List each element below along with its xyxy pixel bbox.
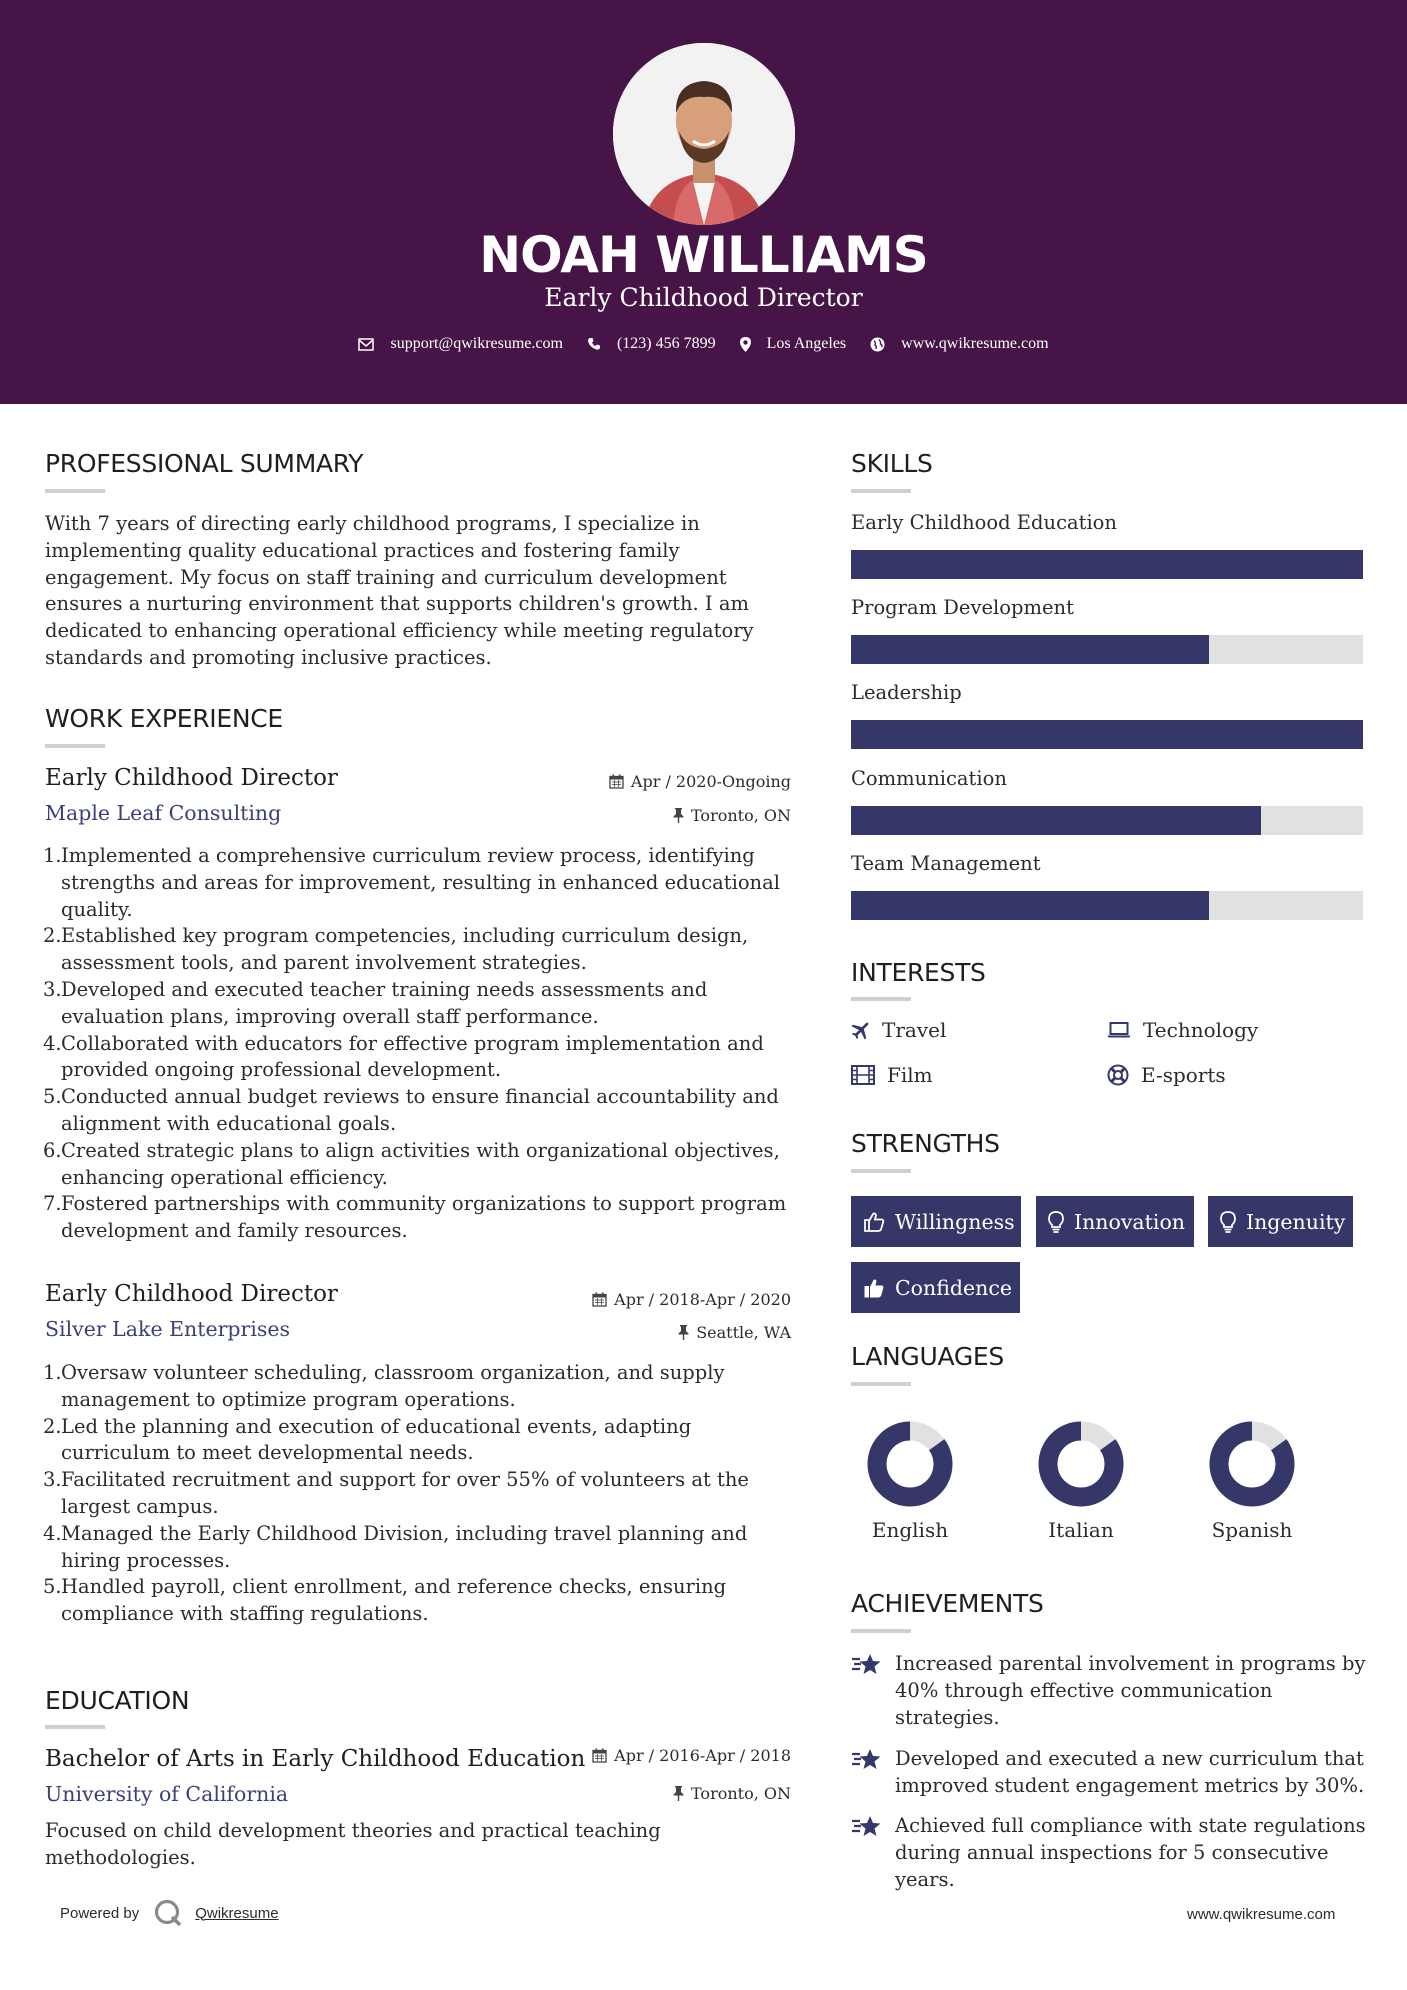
job-2-location-text: Seattle, WA (696, 1323, 791, 1342)
summary-rule (45, 489, 105, 493)
candidate-name: NOAH WILLIAMS (479, 226, 928, 284)
list-item: 1. Implemented a comprehensive curriculum review process, identifying strengths and areas for improvement, resulting in enhanced educational quality. (43, 844, 780, 921)
list-item: 5. Conducted annual budget reviews to ensure financial accountability and alignment with educational goals. (43, 1085, 779, 1135)
strength-label: Ingenuity (1246, 1209, 1346, 1234)
education-rule (45, 1725, 105, 1729)
contact-email[interactable] (358, 335, 562, 353)
skill-label: Early Childhood Education (851, 511, 1117, 534)
map-pin-icon (740, 337, 751, 352)
contact-website[interactable] (870, 335, 1048, 353)
skill-bar (851, 550, 1363, 579)
profile-photo (613, 43, 795, 225)
star-achievement-icon (851, 1747, 883, 1773)
education-date-text: Apr / 2016-Apr / 2018 (614, 1746, 791, 1765)
strengths-rule (851, 1169, 911, 1173)
language-italian (1006, 1420, 1156, 1542)
contact-row (0, 335, 1407, 353)
profile-photo-image (613, 43, 795, 225)
phone-icon (587, 337, 601, 351)
interest-label: Film (887, 1063, 933, 1087)
interest-label: E-sports (1141, 1063, 1226, 1087)
job-1-title: Early Childhood Director (45, 765, 338, 791)
interest-film (851, 1063, 933, 1087)
achievement-text: Increased parental involvement in programs by 40% through effective communication strategies. (895, 1652, 1366, 1729)
education-location (560, 1784, 791, 1803)
strength-label: Confidence (895, 1275, 1012, 1300)
list-item: 2. Led the planning and execution of educational events, adapting curriculum to meet developmental needs. (43, 1414, 692, 1465)
pushpin-icon (678, 1325, 689, 1340)
strength-label: Willingness (895, 1209, 1015, 1234)
strength-badge (851, 1262, 1020, 1313)
language-label: Spanish (1211, 1518, 1293, 1542)
qwikresume-logo-icon (153, 1898, 183, 1928)
education-date (560, 1746, 791, 1765)
education-school: University of California (45, 1782, 289, 1806)
list-item: 5. Handled payroll, client enrollment, and reference checks, ensuring compliance with staffing regulations. (43, 1575, 727, 1626)
language-donut (866, 1420, 954, 1508)
skill-label: Communication (851, 767, 1007, 790)
list-item: 4. Collaborated with educators for effective program implementation and provided ongoing professional development. (43, 1031, 764, 1082)
skill-bar-fill (851, 891, 1209, 920)
calendar-icon (592, 1292, 607, 1307)
film-icon (851, 1065, 875, 1085)
language-donut (1037, 1420, 1125, 1508)
education-location-text: Toronto, ON (691, 1784, 791, 1803)
list-item: 3. Facilitated recruitment and support for over 55% of volunteers at the largest campus. (43, 1468, 749, 1518)
achievement-text: Developed and executed a new curriculum that improved student engagement metrics by 30%. (895, 1747, 1365, 1797)
job-1-location-text: Toronto, ON (691, 806, 791, 825)
interest-technology (1107, 1018, 1258, 1042)
star-achievement-icon (851, 1814, 883, 1840)
experience-heading: WORK EXPERIENCE (45, 704, 283, 733)
job-2-company: Silver Lake Enterprises (45, 1317, 291, 1341)
globe-icon (870, 337, 885, 352)
interest-esports (1107, 1063, 1226, 1087)
education-degree: Bachelor of Arts in Early Childhood Education (45, 1746, 586, 1772)
qwikresume-link[interactable]: Qwikresume (195, 1904, 279, 1922)
achievements-heading: ACHIEVEMENTS (851, 1589, 1044, 1618)
achievement-text: Achieved full compliance with state regulations during annual inspections for 5 consecutive years. (895, 1814, 1366, 1891)
interest-label: Technology (1143, 1018, 1259, 1042)
interest-travel (851, 1018, 946, 1042)
lightbulb-icon (1048, 1211, 1064, 1233)
language-label: English (871, 1518, 949, 1542)
contact-location (740, 335, 847, 353)
skills-heading: SKILLS (851, 449, 933, 478)
calendar-icon (592, 1748, 607, 1763)
strength-badge (1036, 1196, 1194, 1247)
list-item: 3. Developed and executed teacher training needs assessments and evaluation plans, improving overall staff performance. (43, 977, 708, 1028)
skill-bar-fill (851, 806, 1261, 835)
skill-label: Program Development (851, 596, 1074, 619)
lightbulb-icon (1220, 1211, 1236, 1233)
job-2-date-text: Apr / 2018-Apr / 2020 (614, 1290, 791, 1309)
summary-text: With 7 years of directing early childhood programs, I specialize in implementing quality educational practices and fostering family engagement. My focus on staff training and curriculum development ensures a nurturing environment that supports children's growth. I am dedicated to enhancing operational efficiency while meeting regulatory standards and promoting inclusive practices. (45, 512, 754, 669)
language-spanish (1177, 1420, 1327, 1542)
airplane-icon (851, 1021, 870, 1040)
interests-heading: INTERESTS (851, 958, 986, 987)
job-1-date-text: Apr / 2020-Ongoing (630, 772, 791, 791)
strength-label: Innovation (1074, 1209, 1185, 1234)
strengths-heading: STRENGTHS (851, 1129, 1000, 1158)
languages-heading: LANGUAGES (851, 1342, 1004, 1371)
contact-email-text: support@qwikresume.com (390, 335, 563, 352)
achievement-item (851, 1812, 1371, 1893)
thumbs-up-outline-icon (863, 1211, 885, 1233)
skill-bar (851, 891, 1363, 920)
skill-bar-fill (851, 720, 1363, 749)
list-item: 6. Created strategic plans to align activities with organizational objectives, enhancing operational efficiency. (43, 1138, 780, 1189)
job-2-location (560, 1323, 791, 1342)
footer-website[interactable]: www.qwikresume.com (1187, 1906, 1336, 1923)
strength-badge (1208, 1196, 1353, 1247)
experience-rule (45, 744, 105, 748)
skill-label: Leadership (851, 681, 962, 704)
education-heading: EDUCATION (45, 1686, 190, 1715)
pushpin-icon (673, 808, 684, 823)
language-donut (1208, 1420, 1296, 1508)
resume-header (0, 0, 1407, 404)
calendar-icon (609, 774, 624, 789)
job-1-company: Maple Leaf Consulting (45, 801, 282, 825)
contact-website-text: www.qwikresume.com (901, 335, 1049, 352)
strength-badge (851, 1196, 1021, 1247)
language-english (835, 1420, 985, 1542)
thumbs-up-icon (863, 1277, 885, 1299)
candidate-title: Early Childhood Director (544, 283, 863, 312)
job-1-location (560, 806, 791, 825)
education-description: Focused on child development theories and practical teaching methodologies. (45, 1819, 661, 1869)
list-item: 7. Fostered partnerships with community organizations to support program development and family resources. (43, 1192, 787, 1243)
skill-bar-fill (851, 550, 1363, 579)
language-label: Italian (1048, 1518, 1114, 1542)
star-achievement-icon (851, 1652, 883, 1678)
powered-by-text: Powered by (60, 1904, 140, 1922)
powered-by (60, 1898, 279, 1928)
summary-heading: PROFESSIONAL SUMMARY (45, 449, 364, 478)
languages-rule (851, 1382, 911, 1386)
contact-location-text: Los Angeles (766, 335, 847, 352)
laptop-icon (1107, 1021, 1131, 1039)
list-item: 4. Managed the Early Childhood Division, including travel planning and hiring processes. (43, 1521, 748, 1572)
contact-phone[interactable] (587, 335, 716, 353)
achievement-item (851, 1745, 1371, 1799)
contact-phone-text: (123) 456 7899 (616, 335, 716, 352)
job-2-date (560, 1290, 791, 1309)
skill-bar (851, 806, 1363, 835)
skill-label: Team Management (851, 852, 1041, 875)
skill-bar-fill (851, 635, 1209, 664)
job-1-bullets (43, 843, 791, 1245)
job-2-bullets (43, 1360, 791, 1628)
skill-bar (851, 635, 1363, 664)
interests-rule (851, 997, 911, 1001)
job-2-title: Early Childhood Director (45, 1281, 338, 1307)
skill-bar (851, 720, 1363, 749)
list-item: 2. Established key program competencies, including curriculum design, assessment tools, and parent involvement strategies. (43, 924, 749, 975)
interest-label: Travel (882, 1018, 947, 1042)
achievements-rule (851, 1629, 911, 1633)
job-1-date (560, 772, 791, 791)
skills-rule (851, 489, 911, 493)
achievement-item (851, 1650, 1371, 1731)
lifebuoy-icon (1107, 1064, 1129, 1086)
pushpin-icon (673, 1786, 684, 1801)
list-item: 1. Oversaw volunteer scheduling, classroom organization, and supply management to optimize program operations. (43, 1361, 725, 1411)
envelope-icon (358, 338, 374, 351)
